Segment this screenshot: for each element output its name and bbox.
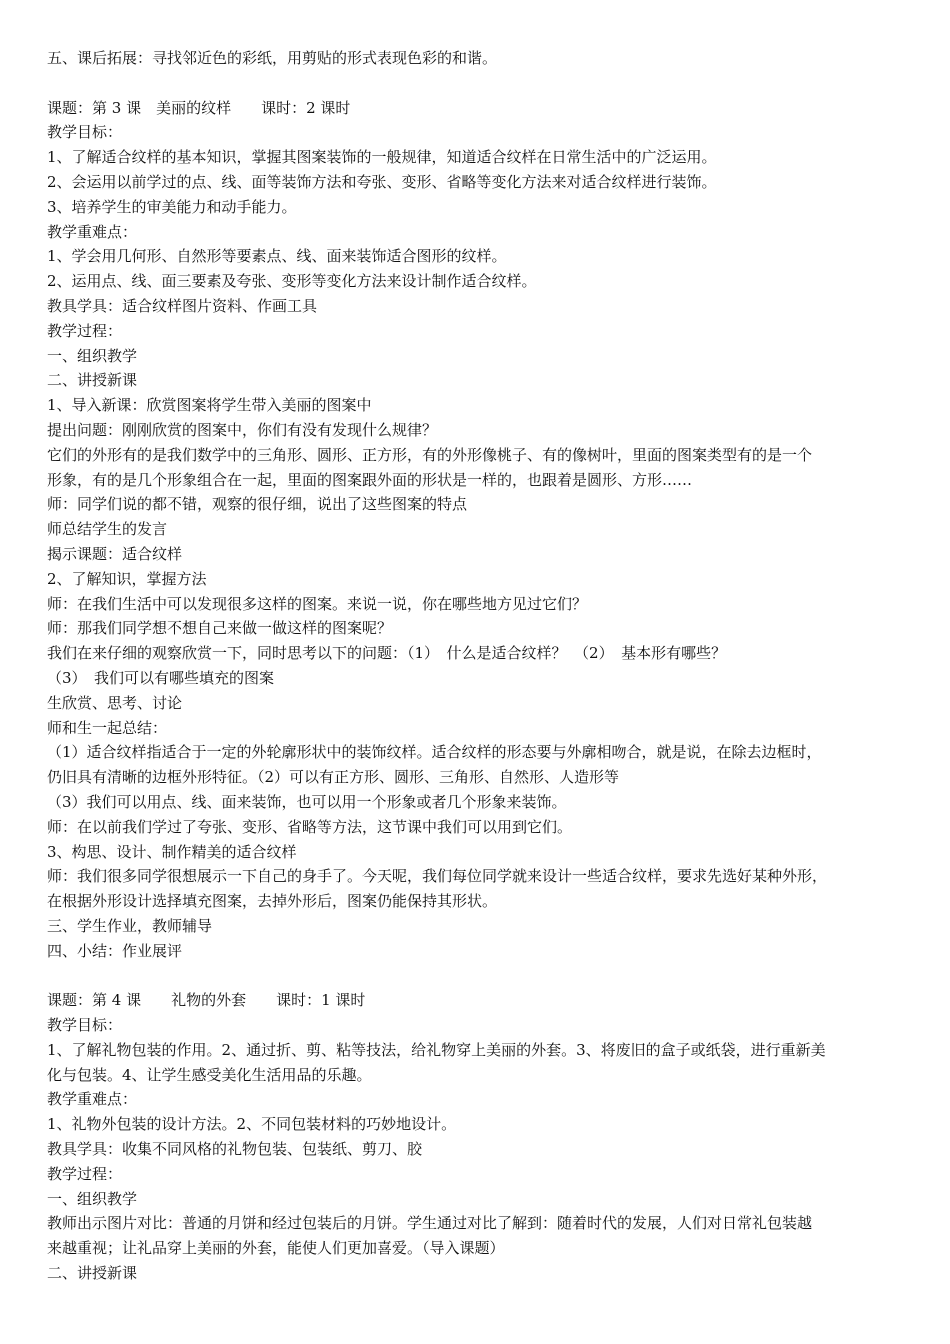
text-line: 形象，有的是几个形象组合在一起，里面的图案跟外面的形状是一样的，也跟着是圆形、方形…… (47, 470, 693, 489)
text-line: （3）我们可以用点、线、面来装饰，也可以用一个形象或者几个形象来装饰。 (47, 792, 567, 811)
text-line: 生欣赏、思考、讨论 (47, 693, 183, 712)
text-line: 师：我们很多同学很想展示一下自己的身手了。今天呢，我们每位同学就来设计一些适合纹样，要求先选好某种外形， (47, 867, 828, 886)
text-line: 它们的外形有的是我们数学中的三角形、圆形、正方形，有的外形像桃子、有的像树叶，里面的图案类型有的是一个 (47, 445, 813, 464)
text-line: （1）适合纹样指适合于一定的外轮廓形状中的装饰纹样。适合纹样的形态要与外廓相吻合，就是说，在除去边框时， (47, 743, 822, 762)
text-line: 3、构思、设计、制作精美的适合纹样 (47, 842, 297, 861)
blank-line (47, 71, 910, 96)
text-line: 五、课后拓展：寻找邻近色的彩纸，用剪贴的形式表现色彩的和谐。 (47, 49, 498, 67)
section-heading: 教学目标： (47, 123, 123, 142)
blank-line (47, 963, 910, 988)
text-line: 来越重视；让礼品穿上美丽的外套，能使人们更加喜爱。（导入课题） (47, 1239, 505, 1258)
section-heading: 教学过程： (47, 1164, 123, 1183)
lesson-title: 课题：第 3 课 美丽的纹样 课时：2 课时 (47, 98, 351, 117)
text-line: 我们在来仔细的观察欣赏一下，同时思考以下的问题：（1） 什么是适合纹样？ （2） 基本形有哪些？ (47, 644, 727, 663)
text-line: 化与包装。4、让学生感受美化生活用品的乐趣。 (47, 1065, 372, 1084)
section-heading: 教学过程： (47, 321, 123, 340)
lesson-title: 课题：第 4 课 礼物的外套 课时：1 课时 (47, 991, 366, 1010)
text-line: 师：那我们同学想不想自己来做一做这样的图案呢？ (47, 619, 393, 638)
section-heading: 教学重难点： (47, 1090, 138, 1109)
text-line: 1、礼物外包装的设计方法。2、不同包装材料的巧妙地设计。 (47, 1115, 457, 1134)
text-line: 1、学会用几何形、自然形等要素点、线、面来装饰适合图形的纹样。 (47, 247, 507, 266)
text-line: （3） 我们可以有哪些填充的图案 (47, 668, 275, 687)
section-heading: 教学目标： (47, 1016, 123, 1035)
text-line: 四、小结：作业展评 (47, 941, 183, 960)
text-line: 1、了解礼物包装的作用。2、通过折、剪、粘等技法，给礼物穿上美丽的外套。3、将废旧的盒子或纸袋，进行重新美 (47, 1040, 826, 1059)
text-line: 仍旧具有清晰的边框外形特征。（2）可以有正方形、圆形、三角形、自然形、人造形等 (47, 768, 620, 787)
text-line: 师：同学们说的都不错，观察的很仔细，说出了这些图案的特点 (47, 495, 468, 514)
text-line: 揭示课题：适合纹样 (47, 544, 183, 563)
text-line: 二、讲授新课 (47, 371, 138, 390)
text-line: 师总结学生的发言 (47, 520, 168, 539)
text-line: 师和生一起总结： (47, 718, 168, 737)
text-line: 教具学具：收集不同风格的礼物包装、包装纸、剪刀、胶 (47, 1140, 423, 1159)
text-line: 2、会运用以前学过的点、线、面等装饰方法和夸张、变形、省略等变化方法来对适合纹样进行装饰。 (47, 172, 717, 191)
text-line: 师：在我们生活中可以发现很多这样的图案。来说一说，你在哪些地方见过它们？ (47, 594, 588, 613)
text-line: 提出问题：刚刚欣赏的图案中，你们有没有发现什么规律？ (47, 420, 438, 439)
text-line: 三、学生作业，教师辅导 (47, 916, 213, 935)
text-line: 1、了解适合纹样的基本知识，掌握其图案装饰的一般规律，知道适合纹样在日常生活中的广泛运用。 (47, 148, 717, 167)
text-line: 2、运用点、线、面三要素及夸张、变形等变化方法来设计制作适合纹样。 (47, 272, 537, 291)
text-line: 一、组织教学 (47, 346, 138, 365)
text-line: 一、组织教学 (47, 1189, 138, 1208)
text-line: 2、了解知识，掌握方法 (47, 569, 207, 588)
text-line: 教师出示图片对比：普通的月饼和经过包装后的月饼。学生通过对比了解到：随着时代的发展，人们对日常礼包装越 (47, 1214, 813, 1233)
text-line: 师：在以前我们学过了夸张、变形、省略等方法，这节课中我们可以用到它们。 (47, 817, 573, 836)
text-line: 教具学具：适合纹样图片资料、作画工具 (47, 296, 318, 315)
section-heading: 教学重难点： (47, 222, 138, 241)
text-line: 3、培养学生的审美能力和动手能力。 (47, 197, 297, 216)
text-line: 二、讲授新课 (47, 1264, 138, 1283)
text-line: 在根据外形设计选择填充图案，去掉外形后，图案仍能保持其形状。 (47, 892, 498, 911)
text-line: 1、导入新课：欣赏图案将学生带入美丽的图案中 (47, 396, 372, 415)
